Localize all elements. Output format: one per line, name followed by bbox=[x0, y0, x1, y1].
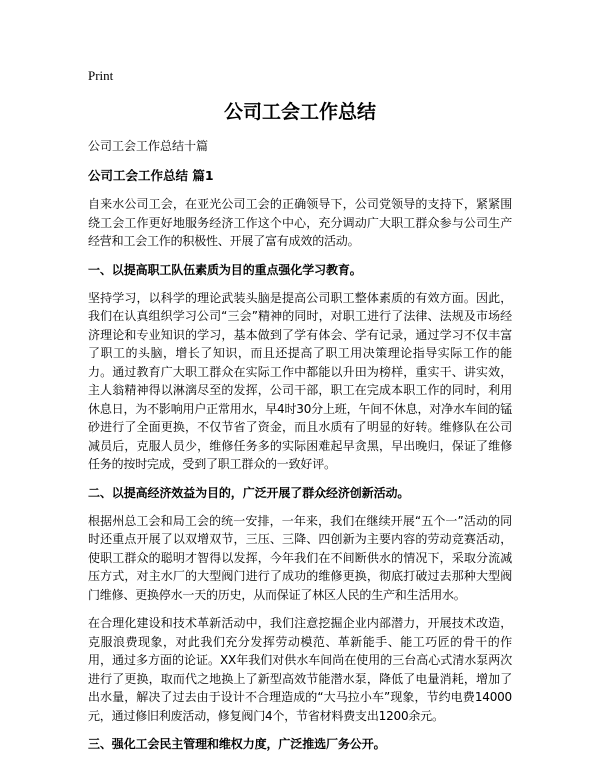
print-link[interactable]: Print bbox=[88, 68, 114, 83]
section-heading-2: 二、以提高经济效益为目的，广泛开展了群众经济创新活动。 bbox=[88, 485, 410, 500]
intro-paragraph: 自来水公司工会，在亚光公司工会的正确领导下，公司党领导的支持下，紧紧围绕工会工作更好地服务经济工作这个中心，充分调动广大职工群众参与公司生产经营和工会工作的积极性、开展了富有成效的活动。 bbox=[88, 197, 512, 248]
article-title: 公司工会工作总结 篇1 bbox=[88, 168, 214, 183]
section-1-paragraph-1: 坚持学习，以科学的理论武装头脑是提高公司职工整体素质的有效方面。因此，我们在认真组织学习公司“三会”精神的同时，对职工进行了法律、法规及市场经济理论和专业知识的学习，基本做到了学有体会、学有记录，通过学习不仅丰富了职工的头脑，增长了知识，而且还提高了职工用决策理论指导实际工作的能力。通过教育广大职工群众在实际工作中都能以升田为榜样，重实干、讲实效，主人翁精神得以淋漓尽至的发挥，公司干部，职工在完成本职工作的同时，利用休息日，为不影响用户正常用水，早4时30分上班，午间不休息，对净水车间的锰砂进行了全面更换，不仅节省了资金，而且水质有了明显的好转。维修队在公司减员后，克服人员少，维修任务多的实际困难起早贪黑，早出晚归，保证了维修任务的按时完成，受到了职工群众的一致好评。 bbox=[88, 290, 512, 471]
section-heading-3: 三、强化工会民主管理和维权力度，广泛推选厂务公开。 bbox=[88, 737, 386, 751]
document-subtitle: 公司工会工作总结十篇 bbox=[88, 139, 209, 153]
section-2-paragraph-1: 根据州总工会和局工会的统一安排，一年来，我们在继续开展“五个一”活动的同时还重点开展了以双增双节，三压、三降、四创新为主要内容的劳动竞赛活动，使职工群众的聪明才智得以发挥，今年我们在不间断供水的情况下，采取分流减压方式，对主水厂的大型阀门进行了成功的维修更换，彻底打破过去那种大型阀门维修、更换停水一天的历史，从而保证了林区人民的生产和生活用水。 bbox=[88, 513, 512, 602]
document-title: 公司工会工作总结 bbox=[223, 101, 376, 123]
section-2-paragraph-2: 在合理化建设和技术革新活动中，我们注意挖掘企业内部潜力，开展技术改造，克服浪费现象，对此我们充分发挥劳动模范、革新能手、能工巧匠的骨干的作用，通过多方面的论证。XX年我们对供水车间尚在使用的三台高心式清水泵两次进行了更换，取而代之地换上了新型高效节能潜水泵，降低了电量消耗，增加了出水量，解决了过去由于设计不合理造成的“大马拉小车”现象，节约电费14000元，通过修旧利废活动，修复阀门4个，节省材料费支出1200余元。 bbox=[88, 616, 512, 723]
section-heading-1: 一、以提高职工队伍素质为目的重点强化学习教育。 bbox=[88, 262, 362, 277]
